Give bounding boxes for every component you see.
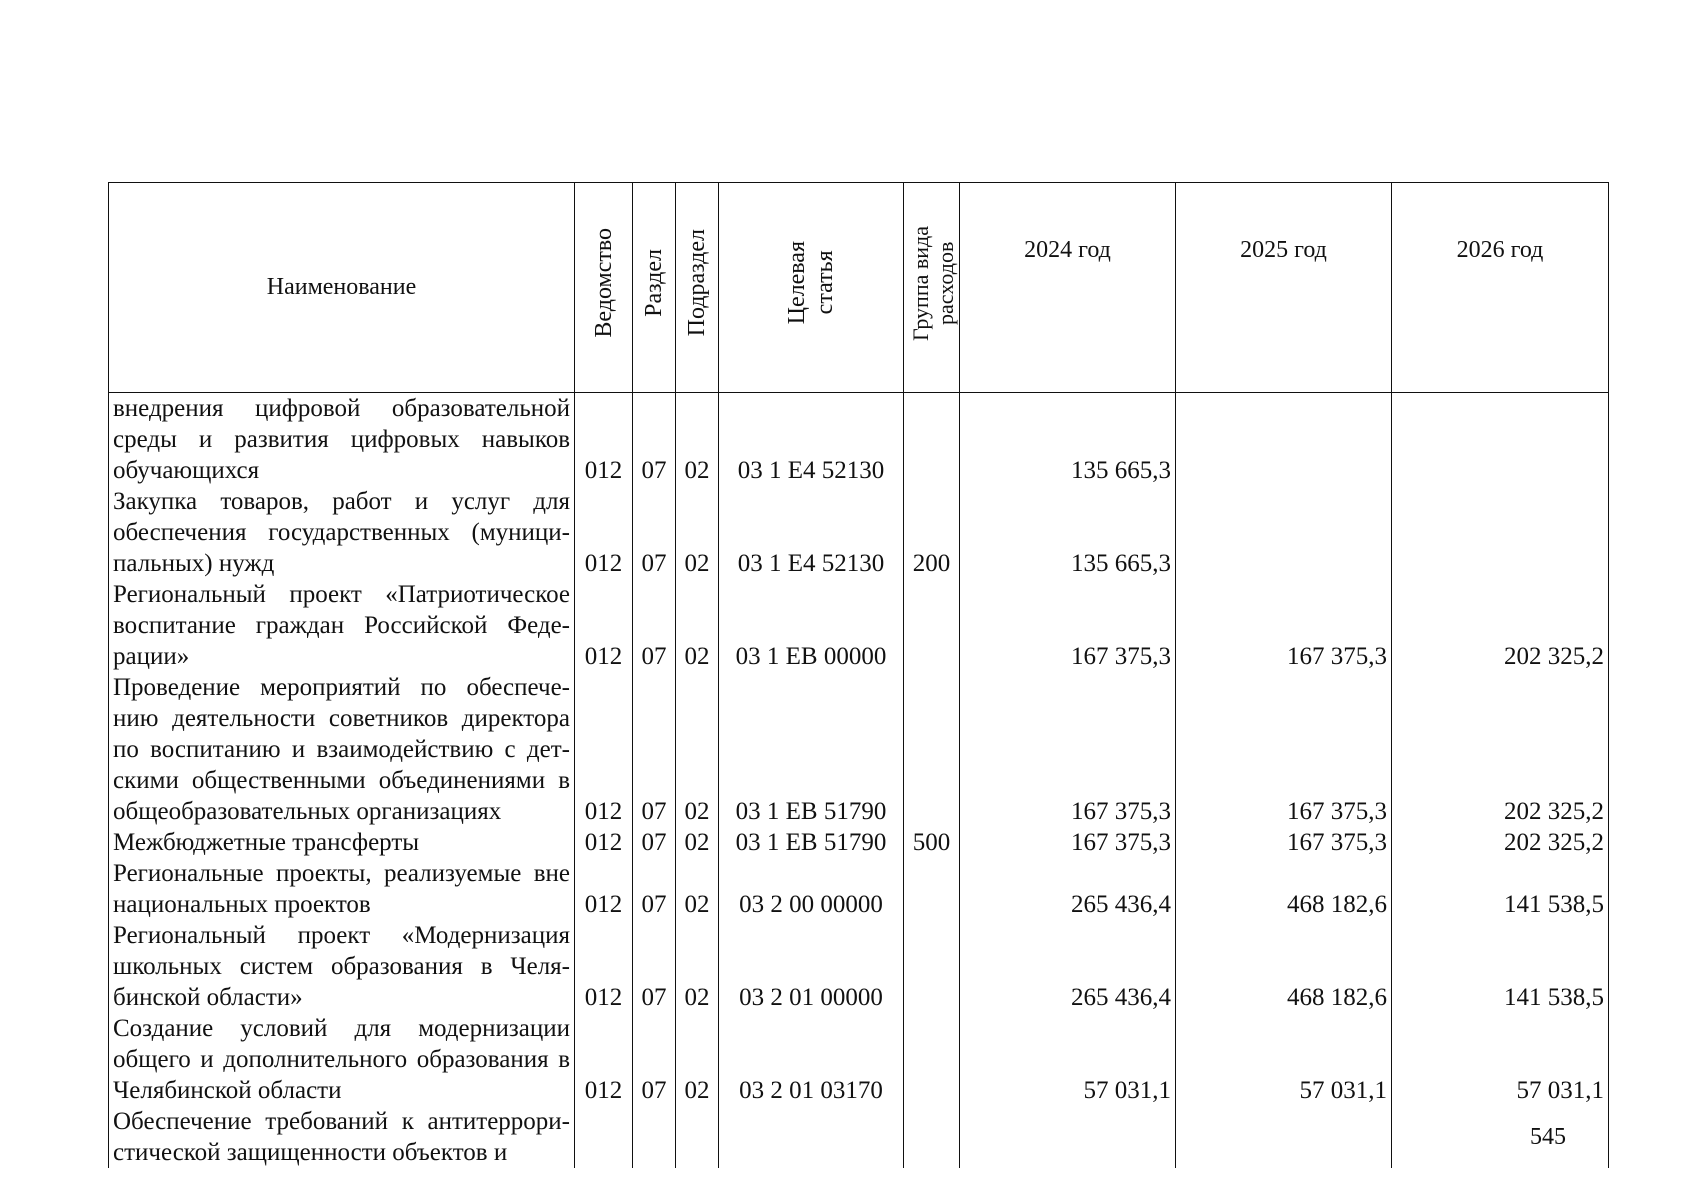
row-2024: 57 031,1: [960, 1013, 1176, 1106]
row-ved: 012: [575, 486, 633, 579]
row-razdel: 07: [633, 486, 676, 579]
row-podrazdel: [676, 1106, 719, 1168]
row-target-article: 03 2 01 03170: [719, 1013, 904, 1106]
row-podrazdel: 02: [676, 579, 719, 672]
row-target-article: 03 1 ЕВ 00000: [719, 579, 904, 672]
row-2024: 135 665,3: [960, 393, 1176, 487]
row-podrazdel: 02: [676, 486, 719, 579]
header-name: Наименование: [109, 183, 575, 393]
row-name: Обеспечение требований к антитеррори-стической защищенности объектов и: [109, 1106, 575, 1168]
row-expense-group: [904, 858, 960, 920]
row-2025: 167 375,3: [1176, 827, 1392, 858]
row-razdel: [633, 1106, 676, 1168]
table-row: [109, 827, 1609, 858]
row-target-article: 03 1 ЕВ 51790: [719, 827, 904, 858]
row-razdel: 07: [633, 827, 676, 858]
row-expense-group: 200: [904, 486, 960, 579]
header-ved: Ведомство: [575, 183, 633, 393]
budget-table: [108, 182, 1609, 1168]
row-name: Создание условий для модернизации общего и дополнительного образования в Челябинской области: [109, 1013, 575, 1106]
table-row: [109, 858, 1609, 920]
header-podrazdel: Подраздел: [676, 183, 719, 393]
row-2024: 265 436,4: [960, 858, 1176, 920]
row-razdel: 07: [633, 579, 676, 672]
row-target-article: 03 1 Е4 52130: [719, 486, 904, 579]
row-ved: 012: [575, 393, 633, 487]
row-target-article: 03 1 Е4 52130: [719, 393, 904, 487]
table-row: [109, 393, 1609, 487]
row-2025: [1176, 393, 1392, 487]
row-ved: 012: [575, 858, 633, 920]
header-2025: 2025 год: [1176, 183, 1392, 393]
header-expense-group: Группа вида расходов: [904, 183, 960, 393]
row-expense-group: [904, 920, 960, 1013]
row-name: Региональный проект «Патриотическое воспитание граждан Российской Феде-рации»: [109, 579, 575, 672]
row-2025: [1176, 486, 1392, 579]
row-podrazdel: 02: [676, 1013, 719, 1106]
row-razdel: 07: [633, 393, 676, 487]
row-ved: [575, 1106, 633, 1168]
row-2024: 135 665,3: [960, 486, 1176, 579]
row-2026: 202 325,2: [1392, 579, 1609, 672]
row-name: внедрения цифровой образовательной среды и развития цифровых навыков обучающихся: [109, 393, 575, 487]
row-2024: [960, 1106, 1176, 1168]
row-2026: [1392, 393, 1609, 487]
row-2024: 167 375,3: [960, 672, 1176, 827]
row-target-article: [719, 1106, 904, 1168]
row-target-article: 03 2 00 00000: [719, 858, 904, 920]
row-target-article: 03 2 01 00000: [719, 920, 904, 1013]
table-row: [109, 579, 1609, 672]
row-razdel: 07: [633, 1013, 676, 1106]
row-name: Закупка товаров, работ и услуг для обеспечения государственных (муници-пальных) нужд: [109, 486, 575, 579]
row-podrazdel: 02: [676, 827, 719, 858]
row-target-article: 03 1 ЕВ 51790: [719, 672, 904, 827]
row-2025: [1176, 1106, 1392, 1168]
row-2026: 141 538,5: [1392, 858, 1609, 920]
row-2026: [1392, 1106, 1609, 1168]
header-2024: 2024 год: [960, 183, 1176, 393]
row-2025: 468 182,6: [1176, 920, 1392, 1013]
row-2026: 202 325,2: [1392, 827, 1609, 858]
row-razdel: 07: [633, 672, 676, 827]
table-row: [109, 1013, 1609, 1106]
row-name: Межбюджетные трансферты: [109, 827, 575, 858]
header-razdel: Раздел: [633, 183, 676, 393]
row-2026: [1392, 486, 1609, 579]
row-name: Региональный проект «Модернизация школьных систем образования в Челя-бинской области»: [109, 920, 575, 1013]
row-2025: 468 182,6: [1176, 858, 1392, 920]
row-ved: 012: [575, 672, 633, 827]
table-row: [109, 920, 1609, 1013]
row-name: Региональные проекты, реализуемые вне национальных проектов: [109, 858, 575, 920]
row-ved: 012: [575, 827, 633, 858]
row-2025: 167 375,3: [1176, 579, 1392, 672]
page-number: 545: [1530, 1124, 1566, 1150]
row-2025: 57 031,1: [1176, 1013, 1392, 1106]
row-expense-group: [904, 672, 960, 827]
table-header-row: [109, 183, 1609, 393]
row-podrazdel: 02: [676, 672, 719, 827]
row-podrazdel: 02: [676, 920, 719, 1013]
table-row: [109, 1106, 1609, 1168]
row-expense-group: [904, 1013, 960, 1106]
row-podrazdel: 02: [676, 393, 719, 487]
row-expense-group: [904, 579, 960, 672]
row-2026: 57 031,1: [1392, 1013, 1609, 1106]
row-2024: 265 436,4: [960, 920, 1176, 1013]
row-ved: 012: [575, 920, 633, 1013]
header-target-article: Целевая статья: [719, 183, 904, 393]
table-row: [109, 672, 1609, 827]
row-expense-group: 500: [904, 827, 960, 858]
row-razdel: 07: [633, 920, 676, 1013]
row-2026: 141 538,5: [1392, 920, 1609, 1013]
row-name: Проведение мероприятий по обеспече-нию деятельности советников директора по воспитанию и взаимодействию с дет-скими общественными объединениями в общеобразовательных организациях: [109, 672, 575, 827]
row-expense-group: [904, 1106, 960, 1168]
row-ved: 012: [575, 1013, 633, 1106]
row-2025: 167 375,3: [1176, 672, 1392, 827]
row-podrazdel: 02: [676, 858, 719, 920]
table-row: [109, 486, 1609, 579]
row-expense-group: [904, 393, 960, 487]
row-razdel: 07: [633, 858, 676, 920]
header-2026: 2026 год: [1392, 183, 1609, 393]
row-2024: 167 375,3: [960, 827, 1176, 858]
row-ved: 012: [575, 579, 633, 672]
row-2024: 167 375,3: [960, 579, 1176, 672]
row-2026: 202 325,2: [1392, 672, 1609, 827]
